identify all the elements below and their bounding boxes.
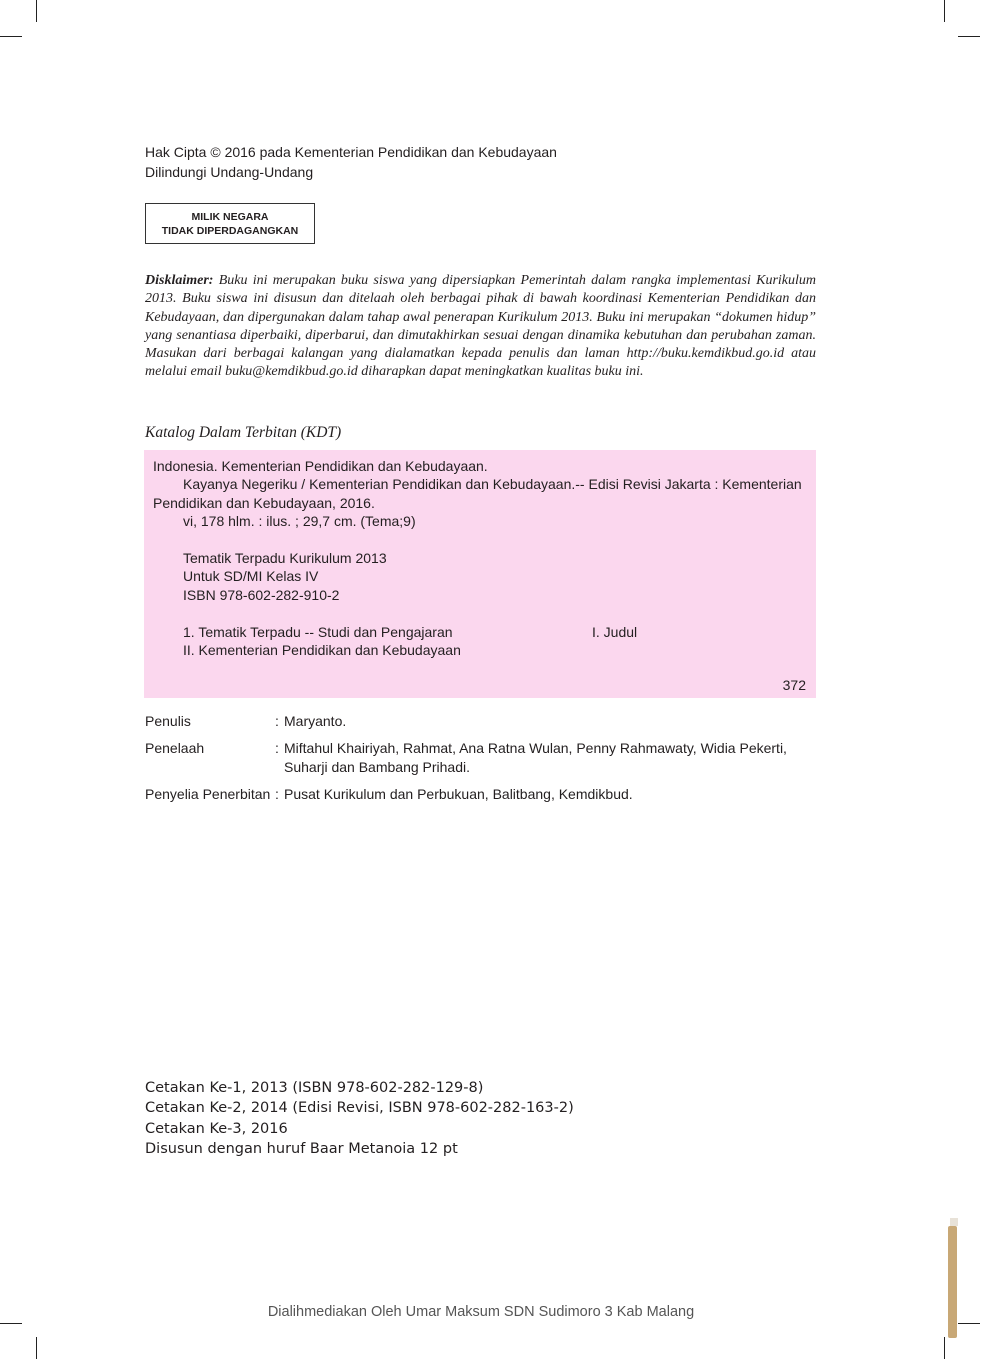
credit-label: Penulis [145, 713, 191, 729]
crop-mark-bottom-right-v [944, 1337, 945, 1359]
printing-line-3: Cetakan Ke-3, 2016 [145, 1120, 288, 1137]
credit-value [284, 785, 816, 804]
copyright-line: Hak Cipta © 2016 pada Kementerian Pendidikan dan Kebudayaan [145, 144, 557, 160]
credit-row-writer [145, 712, 816, 731]
kdt-title-entry: I. Judul [592, 623, 638, 640]
kdt-class-number: 372 [782, 677, 806, 693]
credit-row-reviewer [145, 739, 816, 777]
credit-label: Penelaah [145, 740, 205, 756]
printing-line-2: Cetakan Ke-2, 2014 (Edisi Revisi, ISBN 978-602-282-163-2) [145, 1100, 574, 1117]
copyright-notice [145, 142, 557, 182]
credit-colon: : [275, 713, 279, 729]
kdt-author: Indonesia. Kementerian Pendidikan dan Kebudayaan. [153, 458, 488, 474]
footer-text: Dialihmediakan Oleh Umar Maksum SDN Sudimoro 3 Kab Malang [267, 1304, 695, 1320]
credit-value-line: Miftahul Khairiyah, Rahmat, Ana Ratna Wulan, Penny Rahmawaty, Widia Pekerti, [284, 740, 787, 756]
protection-line: Dilindungi Undang-Undang [145, 164, 314, 180]
kdt-entry-line-2: Pendidikan dan Kebudayaan, 2016. [153, 494, 375, 511]
kdt-heading: Katalog Dalam Terbitan (KDT) [145, 424, 342, 441]
crop-mark-bottom-left-h [0, 1323, 22, 1324]
kdt-entry-line-1: Kayanya Negeriku / Kementerian Pendidikan dan Kebudayaan.-- Edisi Revisi Jakarta : Kementerian [183, 476, 802, 493]
credit-colon: : [275, 786, 279, 802]
crop-mark-top-left-h [0, 36, 22, 37]
state-property-stamp [145, 203, 315, 244]
disclaimer-text: Buku ini merupakan buku siswa yang dipersiapkan Pemerintah dalam rangka implementasi Kurikulum 2013. Buku siswa ini disusun dan ditelaah oleh berbagai pihak di bawah koordinasi Kementerian Pendidikan dan Kebudayaan, dan dipergunakan dalam tahap awal penerapan Kurikulum 2013. Buku ini merupakan “dokumen hidup” yang senantiasa diperbaiki, diperbarui, dan dimutakhirkan sesuai dengan dinamika kebutuhan dan perubahan zaman. Masukan dari berbagai kalangan yang dialamatkan kepada penulis dan laman http://buku.kemdikbud.go.id atau melalui email buku@kemdikbud.go.id diharapkan dapat meningkatkan kualitas buku ini. [145, 273, 816, 380]
credit-colon: : [275, 740, 279, 756]
kdt-catalog-box [144, 450, 816, 698]
stamp-line-2: TIDAK DIPERDAGANGKAN [161, 224, 299, 237]
disclaimer-paragraph [145, 272, 816, 382]
page-edge-strip [948, 1226, 957, 1338]
credit-value [284, 712, 816, 731]
kdt-subject-2: II. Kementerian Pendidikan dan Kebudayaan [183, 642, 461, 659]
kdt-physical-description: vi, 178 hlm. : ilus. ; 29,7 cm. (Tema;9) [183, 513, 416, 530]
crop-mark-bottom-left-v [36, 1337, 37, 1359]
kdt-isbn: ISBN 978-602-282-910-2 [183, 586, 340, 603]
credit-value-line: Suharji dan Bambang Prihadi. [284, 759, 471, 775]
credit-row-supervisor [145, 785, 816, 804]
kdt-subject-row [153, 623, 808, 641]
crop-mark-bottom-right-h [958, 1323, 980, 1324]
credit-label: Penyelia Penerbitan [145, 786, 271, 802]
disclaimer-label: Disklaimer: [145, 273, 214, 288]
crop-mark-top-right-h [958, 36, 980, 37]
crop-mark-top-left-v [36, 0, 37, 22]
credits-list [145, 712, 816, 812]
kdt-note-2: Untuk SD/MI Kelas IV [183, 568, 319, 585]
crop-mark-top-right-v [944, 0, 945, 22]
typeface-note: Disusun dengan huruf Baar Metanoia 12 pt [145, 1140, 458, 1157]
digitization-credit [0, 1304, 982, 1320]
kdt-note-1: Tematik Terpadu Kurikulum 2013 [183, 550, 387, 567]
page-edge-strip-top [950, 1218, 958, 1226]
credit-value-line: Pusat Kurikulum dan Perbukuan, Balitbang, Kemdikbud. [284, 786, 633, 802]
stamp-line-1: MILIK NEGARA [191, 210, 269, 223]
kdt-subject-1: 1. Tematik Terpadu -- Studi dan Pengajaran [183, 623, 453, 640]
printing-line-1: Cetakan Ke-1, 2013 (ISBN 978-602-282-129-8) [145, 1080, 484, 1096]
credit-value-line: Maryanto. [284, 713, 347, 729]
credit-value [284, 739, 816, 777]
printing-history [145, 1078, 574, 1159]
